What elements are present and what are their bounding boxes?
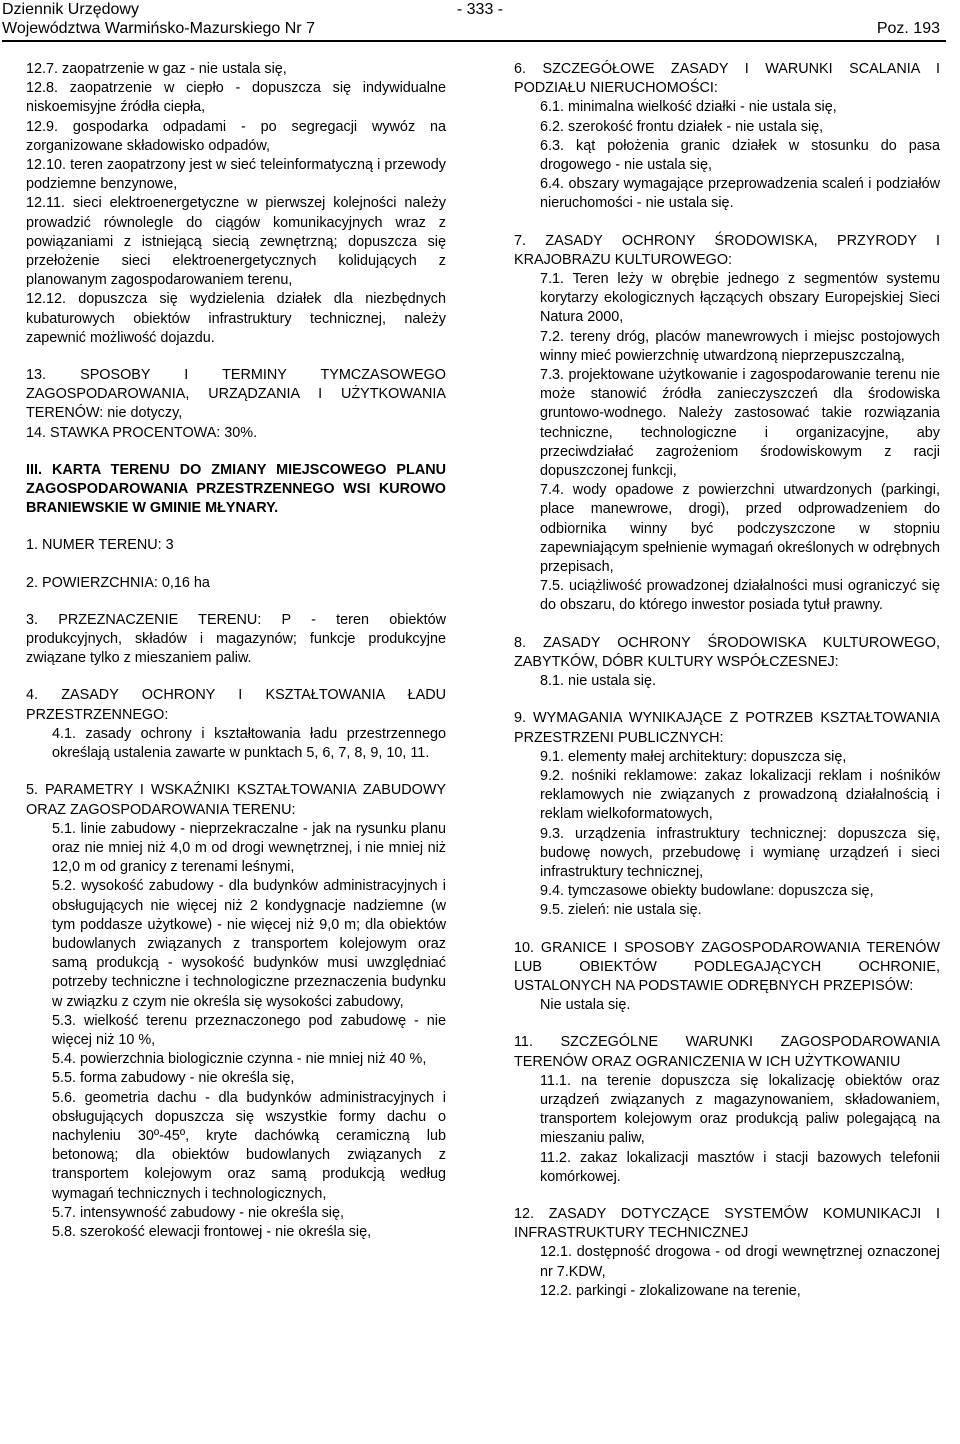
left-paragraph: 4. ZASADY OCHRONY I KSZTAŁTOWANIA ŁADU PRZESTRZENNEGO: — [26, 687, 446, 723]
left-paragraph: 14. STAWKA PROCENTOWA: 30%. — [26, 424, 258, 441]
right-paragraph: 7.2. tereny dróg, placów manewrowych i miejsc postojowych winny mieć powierzchnię utwardzoną nieprzepuszczalną, — [540, 328, 940, 364]
left-paragraph: 12.12. dopuszcza się wydzielenia działek dla niezbędnych kubaturowych obiektów infrastruktury technicznej, należy zapewnić możliwość dojazdu. — [26, 291, 446, 346]
right-paragraph: 8. ZASADY OCHRONY ŚRODOWISKA KULTUROWEGO, ZABYTKÓW, DÓBR KULTURY WSPÓŁCZESNEJ: — [514, 634, 940, 670]
right-paragraph: 9.3. urządzenia infrastruktury technicznej: dopuszcza się, budowę nowych, przebudowę i wymianę urządzeń i sieci infrastruktury technicznej, — [540, 825, 940, 880]
left-paragraph: 13. SPOSOBY I TERMINY TYMCZASOWEGO ZAGOSPODAROWANIA, URZĄDZANIA I UŻYTKOWANIA TERENÓW: nie dotyczy, — [26, 367, 446, 422]
left-paragraph: 12.10. teren zaopatrzony jest w sieć teleinformatyczną i przewody podziemne benzynowe, — [26, 157, 446, 193]
right-paragraph: 11. SZCZEGÓLNE WARUNKI ZAGOSPODAROWANIA TERENÓW ORAZ OGRANICZENIA W ICH UŻYTKOWANIU — [514, 1034, 940, 1070]
right-paragraph: 6.3. kąt położenia granic działek w stosunku do pasa drogowego - nie ustala się, — [540, 137, 940, 174]
left-paragraph: 5.4. powierzchnia biologicznie czynna - nie mniej niż 40 %, — [52, 1051, 427, 1068]
left-paragraph: 5.2. wysokość zabudowy - dla budynków administracyjnych i obsługujących nie więcej niż 2 kondygnacje nadziemne (w tym poddasze użytkowe) - nie więcej niż 9,0 m; dla obiektów budowlanych związanych z transportem kolejowym oraz samą produkcją - wysokość budynków musi uwzględniać potrzeby techniczne i technologiczne przeznaczenia budynku w związku z czym nie określa się wysokości zabudowy, — [52, 878, 446, 1010]
left-paragraph: 3. PRZEZNACZENIE TERENU: P - teren obiektów produkcyjnych, składów i magazynów; funkcje produkcyjne związane tylko z mieszaniem paliw. — [26, 611, 446, 667]
left-paragraph: 5.5. forma zabudowy - nie określa się, — [52, 1070, 295, 1087]
right-paragraph: Nie ustala się. — [540, 997, 631, 1014]
header-rule — [2, 40, 946, 42]
left-paragraph: 12.8. zaopatrzenie w ciepło - dopuszcza się indywidualne niskoemisyjne źródła ciepła, — [26, 80, 446, 116]
position-number: Poz. 193 — [876, 20, 940, 37]
right-paragraph: 6.1. minimalna wielkość działki - nie ustala się, — [540, 99, 837, 116]
right-paragraph: 9. WYMAGANIA WYNIKAJĄCE Z POTRZEB KSZTAŁTOWANIA PRZESTRZENI PUBLICZNYCH: — [514, 710, 940, 746]
right-paragraph: 9.1. elementy małej architektury: dopuszcza się, — [540, 748, 847, 765]
left-paragraph: 1. NUMER TERENU: 3 — [26, 537, 174, 554]
right-paragraph: 12. ZASADY DOTYCZĄCE SYSTEMÓW KOMUNIKACJI I INFRASTRUKTURY TECHNICZNEJ — [514, 1205, 940, 1242]
left-paragraph: III. KARTA TERENU DO ZMIANY MIEJSCOWEGO PLANU ZAGOSPODAROWANIA PRZESTRZENNEGO WSI KUROWO BRANIEWSKIE W GMINIE MŁYNARY. — [26, 461, 446, 517]
right-paragraph: 6.2. szerokość frontu działek - nie ustala się, — [540, 118, 824, 135]
right-paragraph: 10. GRANICE I SPOSOBY ZAGOSPODAROWANIA TERENÓW LUB OBIEKTÓW PODLEGAJĄCYCH OCHRONIE, USTALONYCH NA PODSTAWIE ODRĘBNYCH PRZEPISÓW: — [514, 939, 940, 994]
page-number: - 333 - — [456, 1, 504, 18]
left-paragraph: 4.1. zasady ochrony i kształtowania ładu przestrzennego określają ustalenia zawarte w punktach 5, 6, 7, 8, 9, 10, 11. — [52, 725, 446, 762]
left-paragraph: 5.3. wielkość terenu przeznaczonego pod zabudowę - nie więcej niż 10 %, — [52, 1012, 446, 1048]
right-paragraph: 12.2. parkingi - zlokalizowane na terenie, — [540, 1282, 801, 1299]
left-column — [26, 60, 446, 1242]
left-paragraph: 2. POWIERZCHNIA: 0,16 ha — [26, 574, 210, 591]
right-paragraph: 6.4. obszary wymagające przeprowadzenia scaleń i podziałów nieruchomości - nie ustala się. — [540, 176, 940, 212]
page-header — [0, 0, 960, 42]
right-paragraph: 9.4. tymczasowe obiekty budowlane: dopuszcza się, — [540, 883, 874, 900]
left-paragraph: 5.6. geometria dachu - dla budynków administracyjnych i obsługujących dopuszcza się wszystkie formy dachu o nachyleniu 30º-45º, kryte dachówką ceramiczną lub betonową; dla obiektów budowlanych związanych z transportem kolejowym oraz samą produkcją według wymagań technicznych i technologicznych, — [52, 1089, 446, 1202]
left-paragraph: 12.11. sieci elektroenergetyczne w pierwszej kolejności należy prowadzić równolegle do ciągów komunikacyjnych wraz z powiązaniami z istniejącą siecią zewnętrzną; dopuszcza się przełożenie sieci elektroenergetycznych kolidujących z planowanym zagospodarowaniem terenu, — [26, 195, 446, 289]
right-paragraph: 11.1. na terenie dopuszcza się lokalizację obiektów oraz urządzeń związanych z magazynowaniem, składowaniem, transportem kolejowym oraz produkcją paliw polegającą na mieszaniu paliw, — [540, 1072, 940, 1147]
right-paragraph: 9.5. zieleń: nie ustala się. — [540, 902, 702, 919]
right-paragraph: 7.3. projektowane użytkowanie i zagospodarowanie terenu nie może stanowić źródła zanieczyszczeń dla środowiska gruntowo-wodnego. Należy zastosować takie rozwiązania techniczne, technologiczne i organizacyjne, aby przeciwdziałać zagrożeniom środowiskowym z racji dopuszczonej funkcji, — [540, 367, 940, 480]
right-paragraph: 7.4. wody opadowe z powierzchni utwardzonych (parkingi, place manewrowe, drogi), przed odprowadzeniem do odbiornika winny być podczyszczone w stopniu zapewniającym spełnienie wymagań określonych w odrębnych przepisach, — [540, 482, 940, 576]
journal-name: Dziennik Urzędowy — [2, 1, 139, 18]
left-paragraph: 5. PARAMETRY I WSKAŹNIKI KSZTAŁTOWANIA ZABUDOWY ORAZ ZAGOSPODAROWANIA TERENU: — [26, 782, 446, 818]
left-paragraph: 5.8. szerokość elewacji frontowej - nie określa się, — [52, 1223, 372, 1240]
right-paragraph: 12.1. dostępność drogowa - od drogi wewnętrznej oznaczonej nr 7.KDW, — [540, 1244, 940, 1280]
left-paragraph: 5.7. intensywność zabudowy - nie określa się, — [52, 1204, 344, 1221]
right-paragraph: 8.1. nie ustala się. — [540, 673, 656, 690]
right-paragraph: 11.2. zakaz lokalizacji masztów i stacji bazowych telefonii komórkowej. — [540, 1149, 940, 1185]
right-column — [514, 60, 940, 1301]
right-paragraph: 7.5. uciążliwość prowadzonej działalności musi ograniczyć się do obszaru, do którego inwestor posiada tytuł prawny. — [540, 578, 940, 614]
right-paragraph: 7.1. Teren leży w obrębie jednego z segmentów systemu korytarzy ekologicznych łączących obszary Europejskiej Sieci Natura 2000, — [540, 271, 940, 326]
voivodeship-issue: Województwa Warmińsko-Mazurskiego Nr 7 — [2, 20, 315, 37]
left-paragraph: 12.9. gospodarka odpadami - po segregacji wywóz na zorganizowane składowisko odpadów, — [26, 118, 446, 154]
right-paragraph: 9.2. nośniki reklamowe: zakaz lokalizacji reklam i nośników reklamowych nie związanych z prowadzoną działalnością i reklam wielkoformatowych, — [540, 767, 940, 823]
left-paragraph: 5.1. linie zabudowy - nieprzekraczalne - jak na rysunku planu oraz nie mniej niż 4,0 m od drogi wewnętrznej, i nie mniej niż 12,0 m od granicy z terenami leśnymi, — [52, 820, 446, 876]
right-paragraph: 6. SZCZEGÓŁOWE ZASADY I WARUNKI SCALANIA I PODZIAŁU NIERUCHOMOŚCI: — [514, 61, 940, 97]
left-paragraph: 12.7. zaopatrzenie w gaz - nie ustala się, — [26, 61, 287, 77]
right-paragraph: 7. ZASADY OCHRONY ŚRODOWISKA, PRZYRODY I KRAJOBRAZU KULTUROWEGO: — [514, 232, 940, 268]
